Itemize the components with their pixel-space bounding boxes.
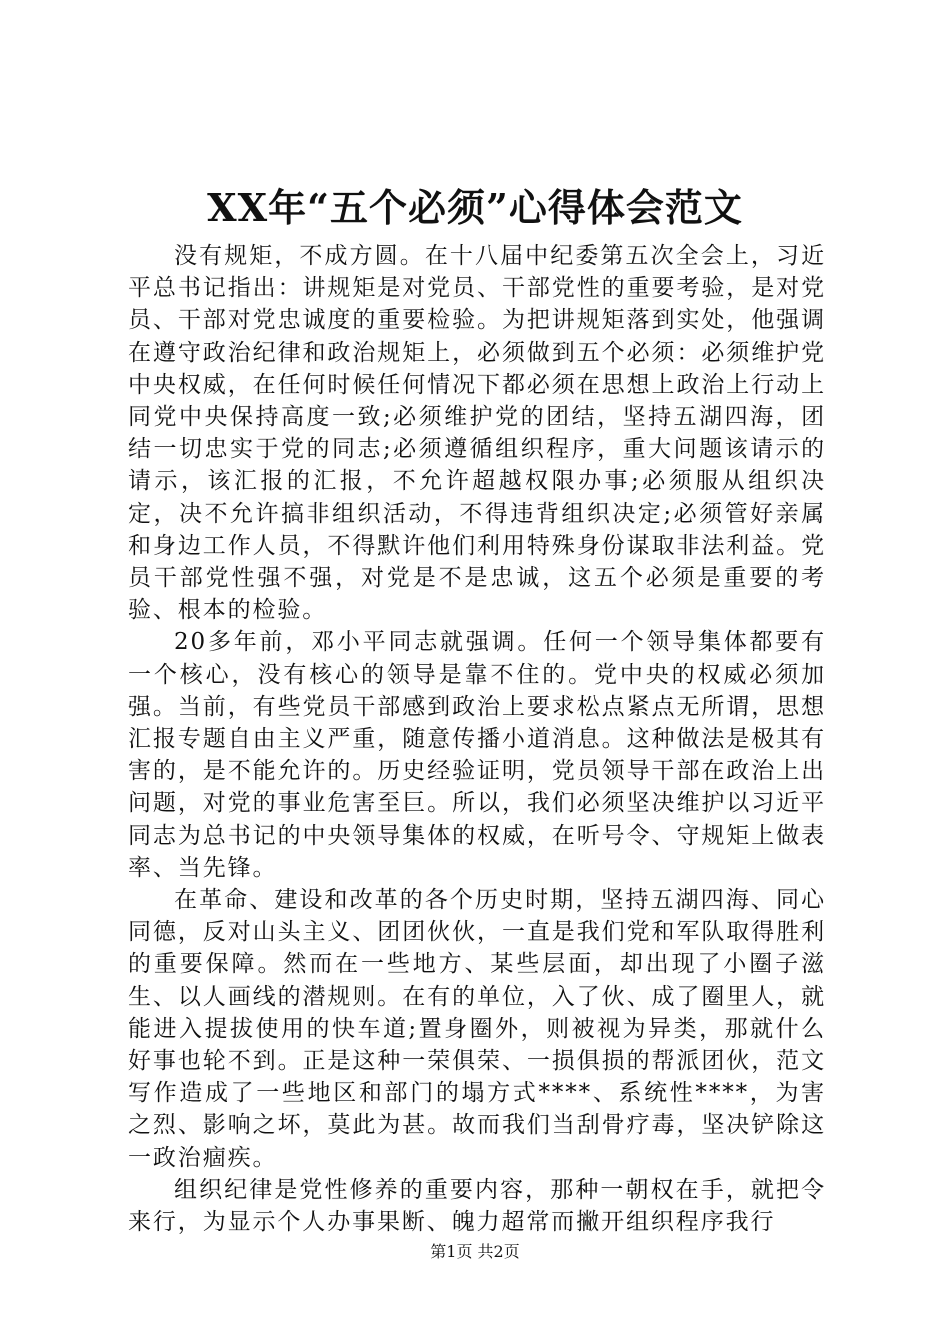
paragraph: 在革命、建设和改革的各个历史时期，坚持五湖四海、同心同德，反对山头主义、团团伙伙，一直是我们党和军队取得胜利的重要保障。然而在一些地方、某些层面，却出现了小圈子滋生、以人画线的潜规则。在有的单位，入了伙、成了圈里人，就能进入提拔使用的快车道;置身圈外，则被视为异类，那就什么好事也轮不到。正是这种一荣俱荣、一损俱损的帮派团伙，范文写作造成了一些地区和部门的塌方式****、系统性****，为害之烈、影响之坏，莫此为甚。故而我们当刮骨疗毒，坚决铲除这一政治痼疾。 [128,887,826,1171]
paragraph: 20多年前，邓小平同志就强调。任何一个领导集体都要有一个核心，没有核心的领导是靠不住的。党中央的权威必须加强。当前，有些党员干部感到政治上要求松点紧点无所谓，思想汇报专题自由主义严重，随意传播小道消息。这种做法是极其有害的，是不能允许的。历史经验证明，党员领导干部在政治上出问题，对党的事业危害至巨。所以，我们必须坚决维护以习近平同志为总书记的中央领导集体的权威，在听号令、守规矩上做表率、当先锋。 [128,629,826,881]
page-number-footer: 第1页 共2页 [430,1242,520,1261]
document-title: XX年“五个必须”心得体会范文 [207,185,743,230]
paragraph: 组织纪律是党性修养的重要内容，那种一朝权在手，就把令来行，为显示个人办事果断、魄力超常而撇开组织程序我行 [128,1176,826,1236]
document-body [128,240,826,1238]
paragraph: 没有规矩，不成方圆。在十八届中纪委第五次全会上，习近平总书记指出：讲规矩是对党员、干部党性的重要考验，是对党员、干部对党忠诚度的重要检验。为把讲规矩落到实处，他强调在遵守政治纪律和政治规矩上，必须做到五个必须：必须维护党中央权威，在任何时候任何情况下都必须在思想上政治上行动上同党中央保持高度一致;必须维护党的团结，坚持五湖四海，团结一切忠实于党的同志;必须遵循组织程序，重大问题该请示的请示，该汇报的汇报，不允许超越权限办事;必须服从组织决定，决不允许搞非组织活动，不得违背组织决定;必须管好亲属和身边工作人员，不得默许他们利用特殊身份谋取非法利益。党员干部党性强不强，对党是不是忠诚，这五个必须是重要的考验、根本的检验。 [128,243,826,624]
